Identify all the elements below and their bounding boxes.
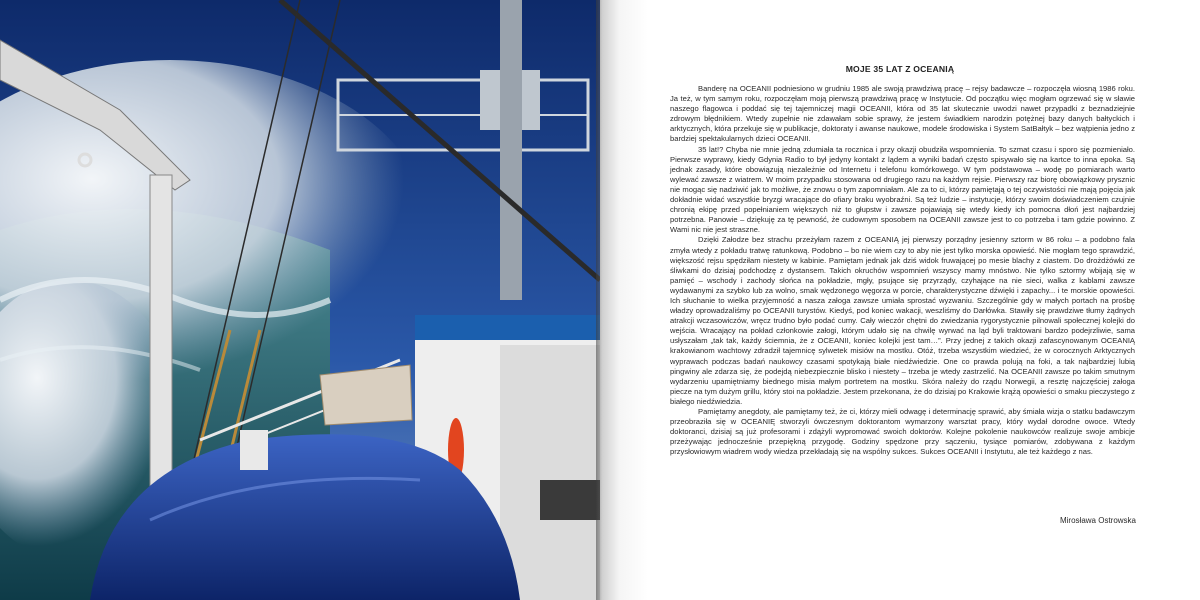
paragraph-4: Pamiętamy anegdoty, ale pamiętamy też, że ci, którzy mieli odwagę i determinację sprawić, aby śmiała wizja o statku badawczym przeobraziła się w OCEANIĘ stworzyli ówczesnym doktorantom wymarzony warsztat pracy, który wydał dorodne owoce. Wtedy doktoranci, dzisiaj są już profesorami i zdążyli wypromować swoich doktorów. Kolejne pokolenie naukowców realizuje swoje ambicje przeżywając jednocześnie przepiękną przygodę. Godziny spędzone przy sączeniu, tysiące pomiarów, zdobywana z każdym przysłowiowym wiadrem wody wiedza przekładają się na wspólny sukces. Sukces OCEANII i Instytutu, ale też każdego z nas.	[670, 407, 1135, 457]
paragraph-3: Dzięki Załodze bez strachu przeżyłam razem z OCEANIĄ jej pierwszy porządny jesienny sztorm w 86 roku – a podobno fala zmyła wtedy z pokładu tratwę ratunkową. Podobno – bo nie wiem czy to aby nie jest tylko morska opowieść. Nie mogłam tego sprawdzić, większość rejsu spędziłam niestety w kabinie. Pamiętam jednak jak dziś widok fruwającej po mesie blachy z ciastem. Do drożdżówki ze śliwkami do dzisiaj podchodzę z dystansem. Takich okruchów wspomnień wszyscy mamy mnóstwo. Nie tylko sztormy wbijają się w pamięć – wschody i zachody słońca na pokładzie, mgły, psujące się przyrządy, czyhające na nie sieci, walka z kablami zawsze wydawanymi za szybko lub za wolno, smak wędzonego węgorza w porcie, charakterystyczne dźwięki i zapachy... i te morskie opowieści. Ich słuchanie to wielka przyjemność a nasza załoga zawsze umiała sprostać wyzwaniu. Szczególnie gdy w małych portach na prośbę władzy oprowadzaliśmy po OCEANII turystów. Kiedyś, pod koniec wakacji, weszliśmy do Darłówka. Stawiły się prawdziwe tłumy żądnych atrakcji wczasowiczów, wręcz trudno było podać cumy. Cały wieczór chętni do zwiedzania rygorystycznie pilnowali społecznej kolejki do wejścia. Wracający na pokład członkowie załogi, którym udało się na chwilę wyrwać na ląd byli traktowani bardzo podejrzliwie, sama usłyszałam „tak tak, każdy ściemnia, że z OCEANII, koniec kolejki jest tam…”. Przy jednej z takich okazji zafascynowanym OCEANIĄ krakowianom wachtowy zdradził tajemnicę sylwetek misiów na mostku. Otóż, trzeba wszystkim wiedzieć, że w corocznych Arktycznych wyprawach podczas badań naukowcy czasami spotykają białe niedźwiedzie. One co prawda polują na foki, a tak najbardziej lubią pingwiny ale zdarza się, że podejdą niebezpiecznie blisko i niestety – trzeba je wtedy zastrzelić. Na OCEANII zawsze po takim smutnym wydarzeniu upamiętniamy biednego misia małym portretem na mostku. Skóra należy do rządu Norwegii, a resztę najczęściej załoga piecze na tym dużym grillu, który stoi na pokładzie. Jestem przekonana, że do dzisiaj po Krakowie krążą opowieści o smaku pieczystego z białego niedźwiedzia.	[670, 235, 1135, 406]
article-title: MOJE 35 LAT Z OCEANIĄ	[845, 64, 955, 74]
paragraph-2: 35 lat!? Chyba nie mnie jedną zdumiała ta rocznica i przy okazji obudziła wspomnienia. To szmat czasu i sporo się pozmieniało. Pierwsze wyprawy, kiedy Gdynia Radio to był jedyny kontakt z lądem a wyniki badań często spisywało się na kartce to inna epoka. Są jednak zasady, które obowiązują niezależnie od Internetu i telefonu komórkowego. W tym podstawowa – wodę po pomiarach warto wylewać zawsze z wiatrem. W moim przypadku stosowana od drugiego razu na każdym rejsie. Pierwszy raz biorę obowiązkowy prysznic nie mogąc się nadziwić jak to możliwe, że znowu o tym zapomniałam. Ale za to ci, którzy pamiętają o tej oczywistości nie mają pojęcia jak dokładnie widać wszystkie bryzgi wracające do ofiary braku wyobraźni. Są też ludzie – instytucje, którzy swoim doświadczeniem czujnie chronią ekipę przed popełnianiem większych niż to głupstw i zawsze pojawiają się wtedy kiedy ich pomocna dłoń jest najbardziej potrzebna. Panowie – dziękuję za tę pewność, że cudownym sposobem na OCEANII zawsze jest to co potrzeba i tam gdzie powinno. Z Wami nic nie jest straszne.	[670, 144, 1135, 235]
article-body	[670, 84, 1135, 457]
text-page	[600, 0, 1200, 600]
paragraph-1: Banderę na OCEANII podniesiono w grudniu 1985 ale swoją prawdziwą pracę – rejsy badawcze – rozpoczęła wiosną 1986 roku. Ja też, w tym samym roku, rozpoczęłam moją pierwszą prawdziwą pracę w Instytucie. Od początku więc mogłam ogrzewać się w sławie naszego flagowca i poddać się tej tajemniczej magii OCEANII, która od 35 lat skutecznie uwodzi nawet przypadki z beznadziejnie zdrowym błędnikiem. Wtedy zupełnie nie zdawałam sobie sprawy, że jestem świadkiem narodzin potężnej bazy danych bałtyckich i arktycznych, która przekuje się w publikacje, doktoraty i awanse naukowe, modele środowiska i System SatBałtyk – bez wątpienia jedno z bardziej spektakularnych dzieci OCEANII.	[670, 84, 1135, 144]
author-signature: Mirosława Ostrowska	[1059, 516, 1136, 525]
